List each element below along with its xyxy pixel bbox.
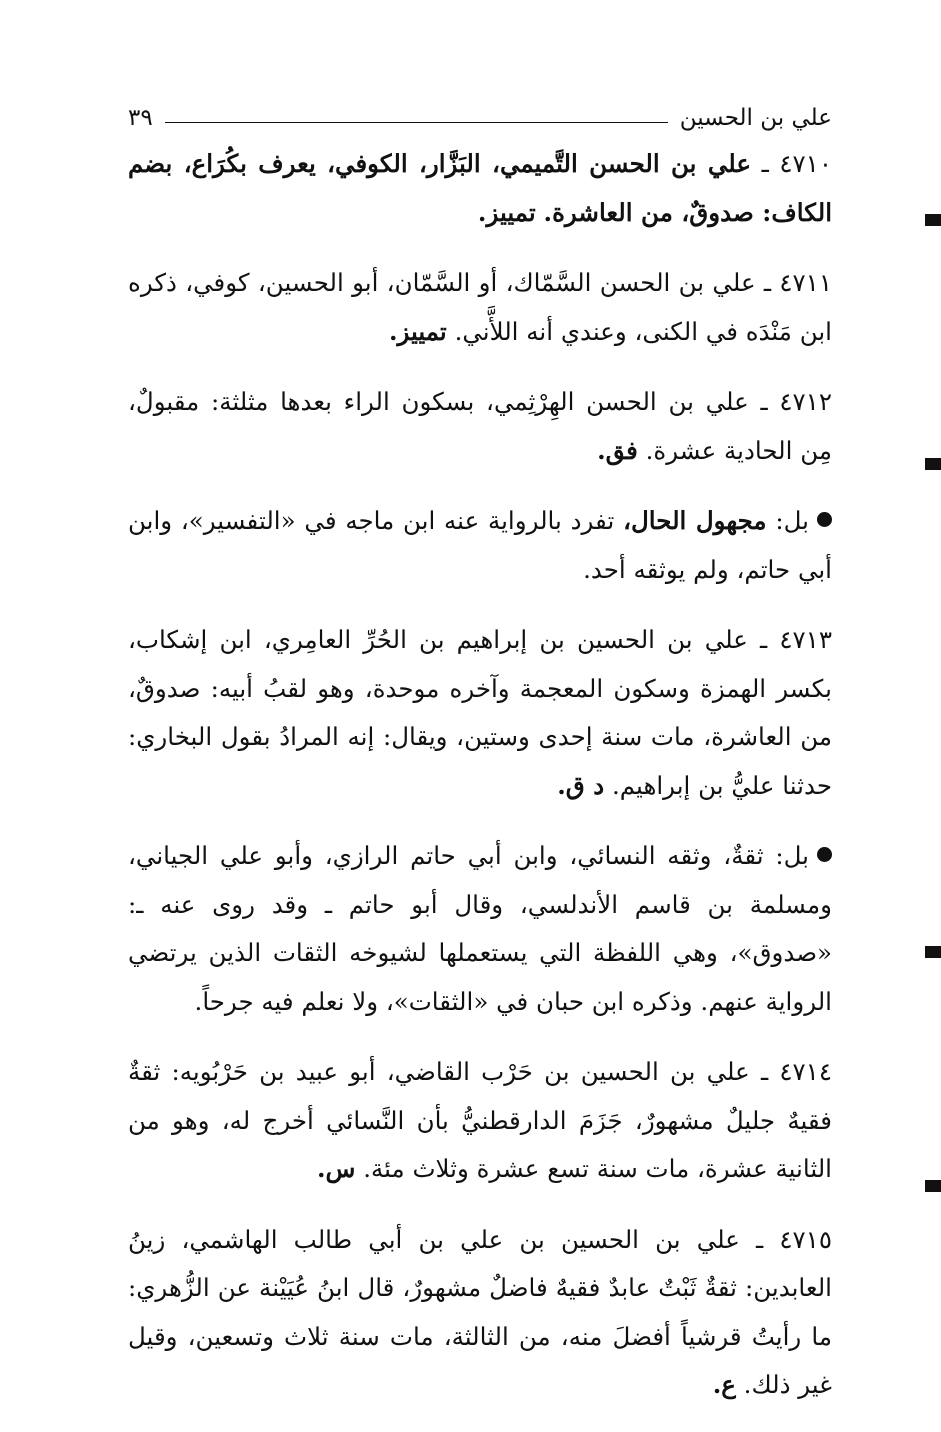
running-header — [128, 96, 832, 140]
edge-mark-3 — [925, 946, 941, 958]
entry-4712: ٤٧١٢ ـ علي بن الحسن الهِرْثِمي، بسكون الراء بعدها مثلثة: مقبولٌ، مِن الحادية عشرة. فق. — [128, 387, 832, 465]
entry-tail: تمييز. — [388, 316, 447, 346]
entry-number: ٤٧١٤ — [779, 1057, 832, 1086]
entry-tail: ع. — [712, 1370, 736, 1399]
entry-text: علي بن الحسين بن علي بن أبي طالب الهاشمي، زينُ العابدين: ثقةٌ ثَبْتٌ عابدٌ فقيهٌ فاضلٌ مشهورٌ، قال ابنُ عُيَيْنة عن الزُّهري: ما رأيتُ قرشياً أفضلَ منه، من الثالثة، مات سنة ثلاث وتسعين، وقيل غير ذلك. — [128, 1224, 832, 1399]
note-bold: مجهول الحال، — [623, 506, 767, 535]
page-number: ٣٩ — [128, 105, 153, 131]
entry-number: ٤٧١٥ — [779, 1224, 832, 1254]
entry-text: علي بن الحسن الهِرْثِمي، بسكون الراء بعدها مثلثة: مقبولٌ، مِن الحادية عشرة. — [128, 387, 832, 465]
entry-4711: ٤٧١١ ـ علي بن الحسن السَّمّاك، أو السَّمّان، أبو الحسين، كوفي، ذكره ابن مَنْدَه في الكنى، وعندي أنه اللأَّني. تمييز. — [128, 268, 832, 346]
edge-mark-1 — [925, 214, 941, 226]
bullet-dot-icon — [817, 847, 832, 862]
entry-text: علي بن الحسين بن إبراهيم بن الحُرِّ العامِري، ابن إشكاب، بكسر الهمزة وسكون المعجمة وآخره موحدة، وهو لقبُ أبيه: صدوقٌ، من العاشرة، مات سنة إحدى وستين، ويقال: إنه المرادُ بقول البخاري: حدثنا عليُّ بن إبراهيم. — [128, 625, 832, 800]
running-title: علي بن الحسين — [679, 105, 832, 131]
entry-number: ٤٧١٣ — [779, 625, 832, 654]
note-4712 — [128, 497, 832, 594]
entry-4710: ٤٧١٠ ـ علي بن الحسن التَّميمي، البَزَّار، الكوفي، يعرف بكُرَاع، بضم الكاف: صدوقٌ، من العاشرة. تمييز. — [128, 149, 832, 227]
entry-text: علي بن الحسن التَّميمي، البَزَّار، الكوفي، يعرف بكُرَاع، بضم الكاف: صدوقٌ، من العاشرة. — [128, 149, 832, 227]
entry-tail: تمييز. — [477, 197, 536, 227]
book-page — [128, 96, 832, 1432]
note-lead: بل: — [775, 506, 809, 535]
entry-4714: ٤٧١٤ ـ علي بن الحسين بن حَرْب القاضي، أبو عبيد بن حَرْبُويه: ثقةٌ فقيهٌ جليلٌ مشهورٌ، جَزَمَ الدارقطنيُّ بأن النَّسائي أخرج له، وهو من الثانية عشرة، مات سنة تسع عشرة وثلاث مئة. س. — [128, 1057, 832, 1183]
note-text: تفرد بالرواية عنه ابن ماجه في «التفسير»، وابن أبي حاتم، ولم يوثقه أحد. — [128, 506, 832, 584]
note-text: ثقةٌ، وثقه النسائي، وابن أبي حاتم الرازي، وأبو علي الجياني، ومسلمة بن قاسم الأندلسي، وقال أبو حاتم ـ وقد روى عنه ـ: «صدوق»، وهي اللفظة التي يستعملها لشيوخه الثقات الذين يرتضي الرواية عنهم. وذكره ابن حبان في «الثقات»، ولا نعلم فيه جرحاً. — [128, 841, 832, 1016]
entry-tail: فق. — [597, 435, 638, 465]
entry-text: علي بن الحسن السَّمّاك، أو السَّمّان، أبو الحسين، كوفي، ذكره ابن مَنْدَه في الكنى، وعندي أنه اللأَّني. — [128, 268, 832, 346]
edge-mark-4 — [925, 1180, 941, 1192]
entry-number: ٤٧١١ — [779, 268, 832, 297]
entry-number: ٤٧١٢ — [779, 387, 832, 416]
bullet-dot-icon — [817, 512, 832, 527]
entry-tail: س. — [317, 1154, 356, 1183]
entry-4713: ٤٧١٣ ـ علي بن الحسين بن إبراهيم بن الحُرِّ العامِري، ابن إشكاب، بكسر الهمزة وسكون المعجمة وآخره موحدة، وهو لقبُ أبيه: صدوقٌ، من العاشرة، مات سنة إحدى وستين، ويقال: إنه المرادُ بقول البخاري: حدثنا عليُّ بن إبراهيم. د ق. — [128, 625, 832, 800]
entry-number: ٤٧١٠ — [779, 149, 832, 178]
edge-mark-2 — [925, 458, 941, 470]
header-rule — [165, 122, 668, 123]
note-4713 — [128, 832, 832, 1026]
note-lead: بل: — [775, 841, 809, 870]
entry-text: علي بن الحسين بن حَرْب القاضي، أبو عبيد بن حَرْبُويه: ثقةٌ فقيهٌ جليلٌ مشهورٌ، جَزَمَ الدارقطنيُّ بأن النَّسائي أخرج له، وهو من الثانية عشرة، مات سنة تسع عشرة وثلاث مئة. — [128, 1057, 832, 1183]
entry-tail: د ق. — [557, 770, 605, 800]
entry-4715: ٤٧١٥ ـ علي بن الحسين بن علي بن أبي طالب الهاشمي، زينُ العابدين: ثقةٌ ثَبْتٌ عابدٌ فقيهٌ فاضلٌ مشهورٌ، قال ابنُ عُيَيْنة عن الزُّهري: ما رأيتُ قرشياً أفضلَ منه، من الثالثة، مات سنة ثلاث وتسعين، وقيل غير ذلك. ع. — [128, 1224, 832, 1399]
